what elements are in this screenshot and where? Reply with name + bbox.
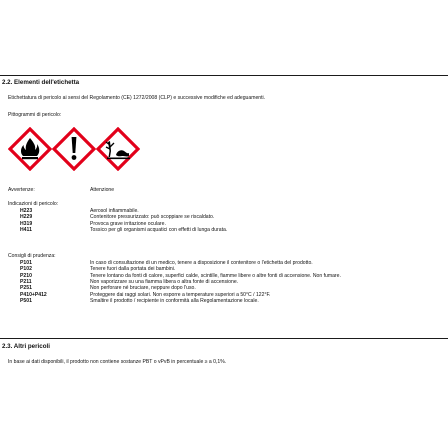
section-2-3-title: 2.3. Altri pericoli [2,343,50,350]
statement-code: P501 [20,297,32,304]
section-divider [0,338,448,339]
statement-code: P211 [20,278,32,285]
labelling-intro: Etichettatura di pericolo ai sensi del Regolamento (CE) 1272/2008 (CLP) e successive modifiche ed adeguamenti. [8,95,266,101]
precautionary-statements-label: Consigli di prudenza: [8,253,56,259]
statement-code: H223 [20,208,33,214]
statement-code: P102 [20,266,32,273]
statement-text: Provoca grave irritazione oculare. [90,220,166,227]
flame-icon [8,127,52,171]
statement-code: P210 [20,272,32,279]
section-2-2-title: 2.2. Elementi dell'etichetta [2,79,80,86]
statement-code: P251 [20,285,32,292]
statement-text: Contenitore pressurizzato: può scoppiare se riscaldato. [90,214,215,221]
statement-text: Smaltire il prodotto / recipiente in conformità alla Regolamentazione locale. [90,297,259,304]
warnings-label: Avvertenze: [8,187,35,193]
statement-text: Non vaporizzare su una fiamma libera o altra fonte di accensione. [90,278,239,285]
signal-word: Attenzione [90,187,115,193]
statement-text: In caso di consultazione di un medico, tenere a disposizione il contenitore o l'etichetta del prodotto. [90,260,313,266]
pictograms-label: Pittogrammi di pericolo: [8,112,62,118]
statement-code: P410+P412 [20,291,47,298]
environment-icon [96,127,140,171]
statement-text: Aerosol infiammabile. [90,208,139,214]
hazard-statements-label: Indicazioni di pericolo: [8,201,59,207]
section-divider [0,75,448,76]
statement-text: Tossico per gli organismi acquatici con effetti di lunga durata. [90,226,228,233]
statement-code: H411 [20,226,32,233]
statement-code: H229 [20,214,33,221]
statement-code: H319 [20,220,33,227]
other-hazards-text: In base ai dati disponibili, il prodotto non contiene sostanze PBT o vPvB in percentuale ≥ a 0,1%. [8,359,227,365]
exclamation-mark-icon [52,127,96,171]
statement-text: Tenere lontano da fonti di calore, superfici calde, scintille, fiamme libere o altre fonti di accensione. Non fumare. [90,272,341,279]
statement-code: P101 [20,260,32,266]
statement-text: Non perforare né bruciare, neppure dopo l'uso. [90,285,196,292]
statement-text: Tenere fuori dalla portata dei bambini. [90,266,176,273]
statement-text: Proteggere dai raggi solari. Non esporre a temperature superiori a 50°C / 122°F. [90,291,271,298]
